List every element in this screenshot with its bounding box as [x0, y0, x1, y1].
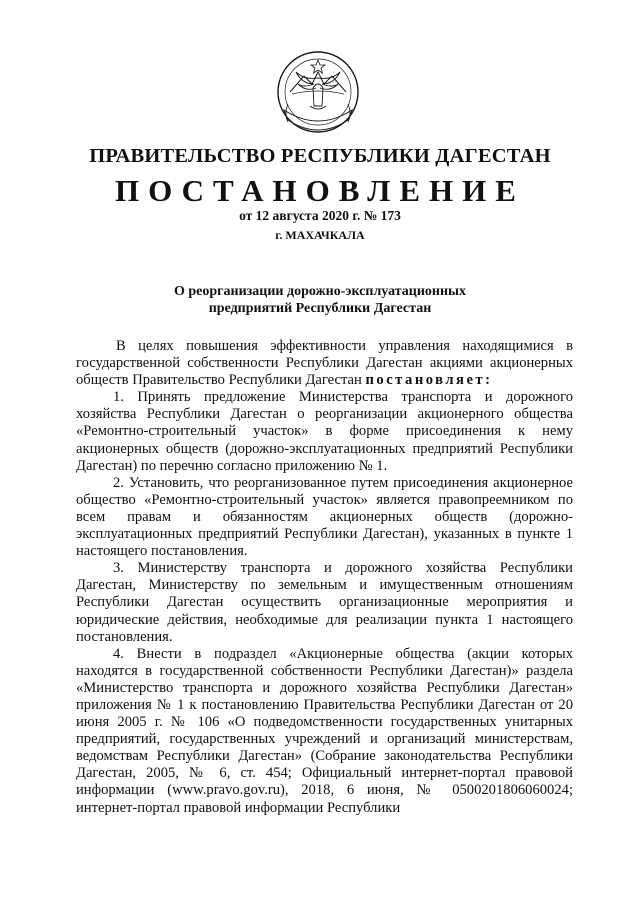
- intro-paragraph: [76, 338, 573, 389]
- subject-line-1: О реорганизации дорожно-эксплуатационных: [174, 284, 466, 299]
- subject-line-2: предприятий Республики Дагестан: [208, 301, 432, 316]
- body-item-4: 4. Внести в подраздел «Акционерные общества (акции которых находятся в государственной собственности Республики Дагестан)» раздела «Министерство транспорта и дорожного хозяйства Республики Дагестан» приложения № 1 к постановлению Правительства Республики Дагестан от 20 июня 2005 г. № 106 «О подведомственности государственных унитарных предприятий, государственных учреждений и организаций министерствам, ведомствам Республики Дагестан» (Собрание законодательства Республики Дагестан, 2005, № 6, ст. 454; Официальный интернет-портал правовой информации (www.pravo.gov.ru), 2018, 6 июня, № 0500201806060024; интернет-портал правовой информации Республики: [76, 645, 573, 816]
- intro-text: В целях повышения эффективности управления находящимися в государственной собственности Республики Дагестан акциями акционерных обществ Правительство Республики Дагестан: [76, 338, 573, 389]
- document-city: г. МАХАЧКАЛА: [275, 228, 365, 242]
- document-date-number: от 12 августа 2020 г. № 173: [239, 208, 401, 223]
- body-item-3: 3. Министерству транспорта и дорожного хозяйства Республики Дагестан, Министерству по земельным и имущественным отношениям Республики Дагестан осуществить организационные мероприятия и юридические действия, необходимые для реализации пункта 1 настоящего постановления.: [76, 560, 573, 645]
- coat-of-arms-emblem: [268, 48, 368, 140]
- document-subject: [80, 283, 560, 317]
- document-body: [76, 338, 573, 817]
- document-type: ПОСТАНОВЛЕНИЕ: [115, 173, 525, 208]
- body-item-2: 2. Установить, что реорганизованное путем присоединения акционерное общество «Ремонтно-строительный участок» является правопреемником по всем правам и обязанностям акционерных обществ (дорожно-эксплуатационных предприятий Республики Дагестан), указанных в пункте 1 настоящего постановления.: [76, 474, 573, 560]
- government-title: ПРАВИТЕЛЬСТВО РЕСПУБЛИКИ ДАГЕСТАН: [89, 145, 551, 167]
- body-item-1: 1. Принять предложение Министерства транспорта и дорожного хозяйства Республики Дагестан о реорганизации акционерного общества «Ремонтно-строительный участок» в форме присоединения к нему акционерных обществ (дорожно-эксплуатационных предприятий Республики Дагестан) по перечню согласно приложению № 1.: [76, 389, 573, 474]
- resolve-word: постановляет:: [365, 372, 493, 389]
